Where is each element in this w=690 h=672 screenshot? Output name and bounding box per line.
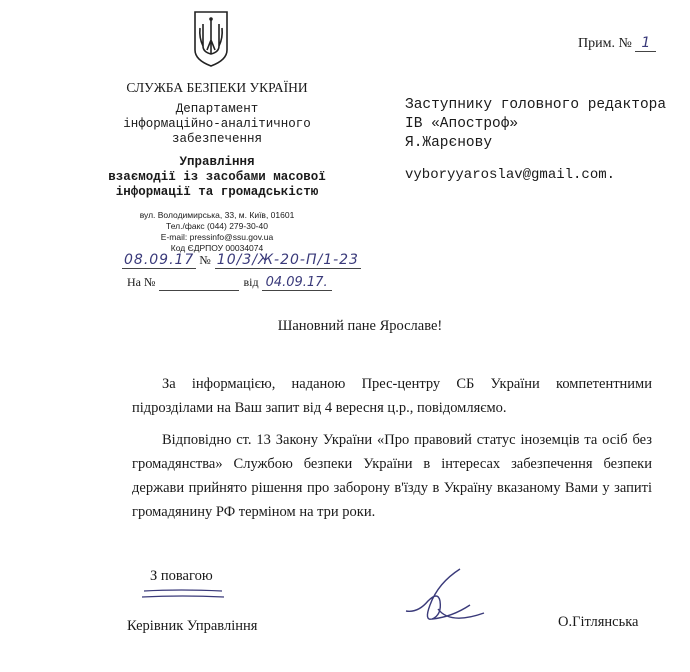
division-line: взаємодії із засобами масової xyxy=(108,170,326,184)
body-paragraph: За інформацією, наданою Прес-центру СБ України компетентними підрозділами на Ваш запит від 4 вересня ц.р., повідомляємо. xyxy=(132,376,652,416)
signatory-title: Керівник Управління xyxy=(127,618,258,634)
reference-blank xyxy=(159,278,239,291)
signatory-name: О.Гітлянська xyxy=(558,614,639,630)
contact-email: E-mail: pressinfo@ssu.gov.ua xyxy=(160,232,274,242)
closing-regards: З повагою xyxy=(150,568,213,584)
registration-number: 10/3/Ж-20-П/1-23 xyxy=(216,252,359,268)
addressee-line: ІВ «Апостроф» xyxy=(405,116,519,132)
division-line: Управління xyxy=(179,155,255,169)
salutation: Шановний пане Ярославе! xyxy=(277,318,443,334)
department-line: інформаційно-аналітичного xyxy=(123,117,311,131)
division-line: інформації та громадськістю xyxy=(115,185,319,199)
addressee-line: Я.Жарєнову xyxy=(405,135,493,151)
annex-label-row xyxy=(578,35,656,52)
contact-address: вул. Володимирська, 33, м. Київ, 01601 xyxy=(139,210,295,220)
annex-label: Прим. № xyxy=(578,36,632,51)
registration-line xyxy=(122,252,361,268)
addressee-email: vyboryyaroslav@gmail.com. xyxy=(405,167,616,183)
department-line: забезпечення xyxy=(171,132,262,146)
signature-icon xyxy=(398,565,488,635)
contact-tel: Тел./факс (044) 279-30-40 xyxy=(166,221,268,231)
body-paragraph: Відповідно ст. 13 Закону України «Про правовий статус іноземців та осіб без громадянства» Службою безпеки України в інтересах забезпечення безпеки держави прийнято рішення про заборону в'їзду в Україну вказаному Вами у запиті громадянину РФ терміном на три роки. xyxy=(132,432,652,520)
annex-number: 1 xyxy=(635,35,656,52)
addressee-line: Заступнику головного редактора xyxy=(405,97,667,113)
reference-vid-label: від xyxy=(243,275,259,289)
registration-date: 08.09.17 xyxy=(124,252,195,268)
org-name: СЛУЖБА БЕЗПЕКИ УКРАЇНИ xyxy=(126,80,308,95)
contact-edrpou: Код ЄДРПОУ 00034074 xyxy=(170,243,264,253)
registration-no-label: № xyxy=(199,253,212,267)
department-line: Департамент xyxy=(175,102,259,116)
reference-date: 04.09.17. xyxy=(262,275,332,291)
ukraine-trident-icon xyxy=(193,10,229,68)
reference-row xyxy=(127,275,332,291)
regards-underline-icon xyxy=(140,587,226,601)
reference-na-label: На № xyxy=(127,275,156,289)
